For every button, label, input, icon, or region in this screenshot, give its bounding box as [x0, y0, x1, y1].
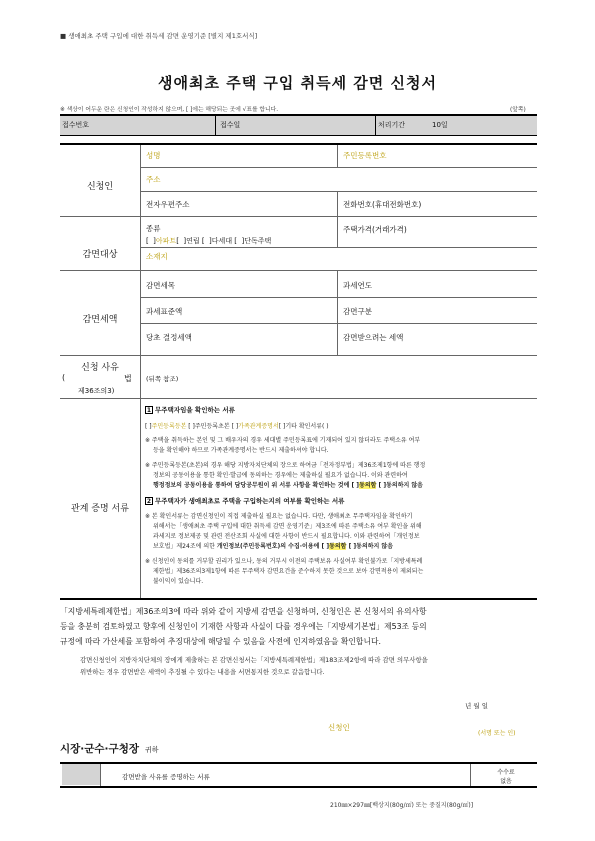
section-target: 감면대상	[82, 250, 118, 260]
signature-field[interactable]: (서명 또는 인)	[478, 730, 516, 737]
attachment-divider	[100, 764, 101, 786]
form-reference: ■ 생애최초 주택 구입에 대한 취득세 감면 운영기준 [별지 제1호서식]	[60, 32, 258, 40]
application-date[interactable]: 년 월 일	[465, 702, 488, 710]
row-divider	[140, 323, 537, 324]
section-applicant: 신청인	[86, 182, 114, 192]
section-divider	[60, 355, 537, 356]
declaration-line3: 규정에 따라 가산세를 포함하여 추징대상에 해당될 수 있음을 사전에 인지하였음을 확인합니다.	[60, 637, 381, 646]
fill-notice: ※ 색상이 어두운 란은 신청인이 작성하지 않으며, [ ]에는 해당되는 곳에 √표를 합니다.	[60, 107, 279, 113]
declaration-line1: 「지방세특례제한법」제36조의3에 따라 위와 같이 지방세 감면을 신청하며, 신청인은 본 신청서의 유의사항	[60, 607, 427, 616]
evidence-note4c: 불이익이 있습니다.	[153, 578, 204, 585]
house-type-options[interactable]: [ ]아파트[ ]연립 [ ]다세대 [ ]단독주택	[146, 237, 272, 245]
table-bottom-border	[60, 598, 537, 600]
row-divider	[140, 297, 537, 298]
cell-divider	[337, 270, 338, 355]
house-type-label: 종류	[146, 224, 161, 233]
applicant-name-field[interactable]: 성명	[146, 151, 161, 160]
recipient: 시장·군수·구청장 귀하	[60, 743, 159, 755]
processing-period-label: 처리기간	[378, 121, 406, 129]
processing-period-value: 10일	[432, 121, 448, 129]
evidence-note4b: 제한법」제36조의3제1항에 따른 무주택자 감면요건을 준수하지 못한 것으로 보아 감면적용이 제외되는	[153, 568, 424, 575]
section-evidence: 관계 증명 서류	[71, 504, 129, 514]
evidence-note1b: 등을 확인해야 하므로 가족관계증명서는 반드시 제출하셔야 합니다.	[153, 447, 329, 454]
consent1-agree: 동의함	[359, 482, 377, 489]
reduction-category-field[interactable]: 감면구분	[343, 307, 372, 316]
attachment-gray-cell	[62, 764, 100, 785]
tax-base-field[interactable]: 과세표준액	[146, 307, 183, 316]
receipt-number-label: 접수번호	[62, 121, 90, 129]
applicant-sign-label: 신청인	[328, 723, 350, 732]
house-type-apartment: 아파트	[155, 237, 177, 245]
receipt-bar	[60, 114, 537, 136]
section-amount: 감면세액	[82, 315, 118, 325]
doc-resident-register: 주민등록등본	[151, 423, 187, 430]
section-divider	[60, 216, 537, 217]
attachment-bottom-border	[60, 786, 537, 788]
applicant-address-field[interactable]: 주소	[146, 175, 161, 184]
evidence-note1a: ※ 주택을 취득하는 본인 및 그 배우자의 경우 세대별 주민등록표에 기재되어 있지 않더라도 주택소유 여부	[145, 437, 421, 444]
section-divider	[60, 270, 537, 271]
evidence-note2b: 정보의 공동이용을 통한 확인·발급에 동의하는 경우에는 제출하실 필요가 없습니다. 이와 관련하여	[153, 472, 408, 479]
page-title: 생애최초 주택 구입 취득세 감면 신청서	[158, 74, 437, 92]
cell-divider	[337, 216, 338, 247]
evidence-box2-title: 2 무주택자가 생애최초로 주택을 구입하는지의 여부를 확인하는 서류	[146, 497, 345, 505]
receipt-date-label: 접수일	[220, 121, 241, 129]
evidence-consent2[interactable]: 보호법」제24조에 의한 개인정보(주민등록번호)의 수집·이용에 [ ]동의함 [ ]동의하지 않음	[153, 543, 394, 550]
house-location-field[interactable]: 소재지	[146, 252, 168, 261]
reason-law-ref-word: 법	[124, 374, 132, 383]
receipt-divider	[375, 116, 376, 136]
applicant-phone-field[interactable]: 전화번호(휴대전화번호)	[343, 200, 422, 209]
applicant-email-field[interactable]: 전자우편주소	[146, 200, 190, 209]
row-divider	[140, 191, 537, 192]
label-column-divider	[140, 145, 141, 600]
evidence-note3b: 위해서는「생애최초 주택 구입에 대한 취득세 감면 운영기준」제3조에 따른 주택소유 여부 확인을 위해	[153, 523, 422, 530]
house-price-label: 주택가격(거래가격)	[343, 225, 407, 234]
evidence-note3c: 과세지로 정보제공 및 관련 전산조회 사실에 대한 사항이 반드시 필요합니다. 이와 관련하여「개인정보	[153, 533, 420, 540]
tax-year-field[interactable]: 과세연도	[343, 281, 372, 290]
evidence-box1-docs[interactable]: [ ]주민등록등본 [ ]주민등록초본 [ ]가족관계증명서[ ]기타 확인서류( )	[145, 423, 329, 430]
requested-reduction-field[interactable]: 감면받으려는 세액	[343, 333, 404, 342]
declaration-line2: 등을 충분히 검토하였고 향후에 신청인이 기재한 사항과 사실이 다를 경우에는「지방세기본법」제53조 등의	[60, 622, 427, 631]
row-divider	[140, 247, 537, 248]
reason-law-ref: 제36조의3)	[78, 387, 115, 395]
fee-value: 없음	[500, 778, 512, 785]
box1-number: 1	[146, 407, 152, 414]
evidence-note4a: ※ 신청인이 동의를 거부할 권리가 있으나, 동의 거부시 이전의 주택보유 사실여부 확인불가로「지방세특례	[145, 558, 423, 565]
box2-number: 2	[146, 498, 152, 505]
section-reason: 신청 사유	[81, 363, 119, 373]
paper-spec: 210㎜×297㎜[백상지(80g/㎡) 또는 중질지(80g/㎡)]	[330, 802, 474, 809]
attachment-top-border	[60, 762, 537, 764]
attachment-label: 감면받을 사유를 증명하는 서류	[122, 773, 210, 781]
page-side: (앞쪽)	[510, 107, 526, 113]
table-top-border	[60, 143, 537, 145]
notification-line2: 위반하는 경우 감면받은 세액이 추징될 수 있다는 내용을 서면통지한 것으로 갈음합니다.	[80, 668, 325, 676]
consent2-agree: 동의함	[329, 543, 347, 550]
evidence-consent1[interactable]: 행정정보의 공동이용을 통하여 담당공무원이 위 서류 사항을 확인하는 것에 [ ]동의함 [ ]동의하지 않음	[153, 482, 423, 489]
reason-law-ref-open: (	[62, 373, 66, 382]
row-divider	[140, 167, 537, 168]
attachment-divider	[470, 764, 471, 786]
evidence-note3a: ※ 본 확인서류는 감면신청인이 직접 제출하실 필요는 없습니다. 다만, 생애최초 무주택자임을 확인하기	[145, 513, 413, 520]
doc-family-relation: 가족관계증명서	[238, 423, 279, 430]
receipt-divider	[215, 116, 216, 136]
fee-label: 수수료	[497, 769, 515, 776]
section-divider	[60, 398, 537, 399]
cell-divider	[337, 145, 338, 167]
reason-value: (뒤쪽 참조)	[146, 375, 179, 383]
original-tax-field[interactable]: 당초 결정세액	[146, 333, 192, 342]
notification-line1: 감면신청인이 지방자치단체의 장에게 제출하는 본 감면신청서는「지방세특례제한법」제183조제2항에 따라 감면 의무사항을	[80, 656, 428, 664]
tax-item-field[interactable]: 감면세목	[146, 281, 175, 290]
evidence-box1-title: 1 무주택자임을 확인하는 서류	[146, 406, 235, 414]
evidence-note2a: ※ 주민등록등본(초본)의 경우 해당 지방자치단체의 장으로 하여금「전자정부법」제36조제1항에 따른 행정	[145, 462, 426, 469]
applicant-rrn-field[interactable]: 주민등록번호	[343, 151, 387, 160]
cell-divider	[337, 191, 338, 216]
